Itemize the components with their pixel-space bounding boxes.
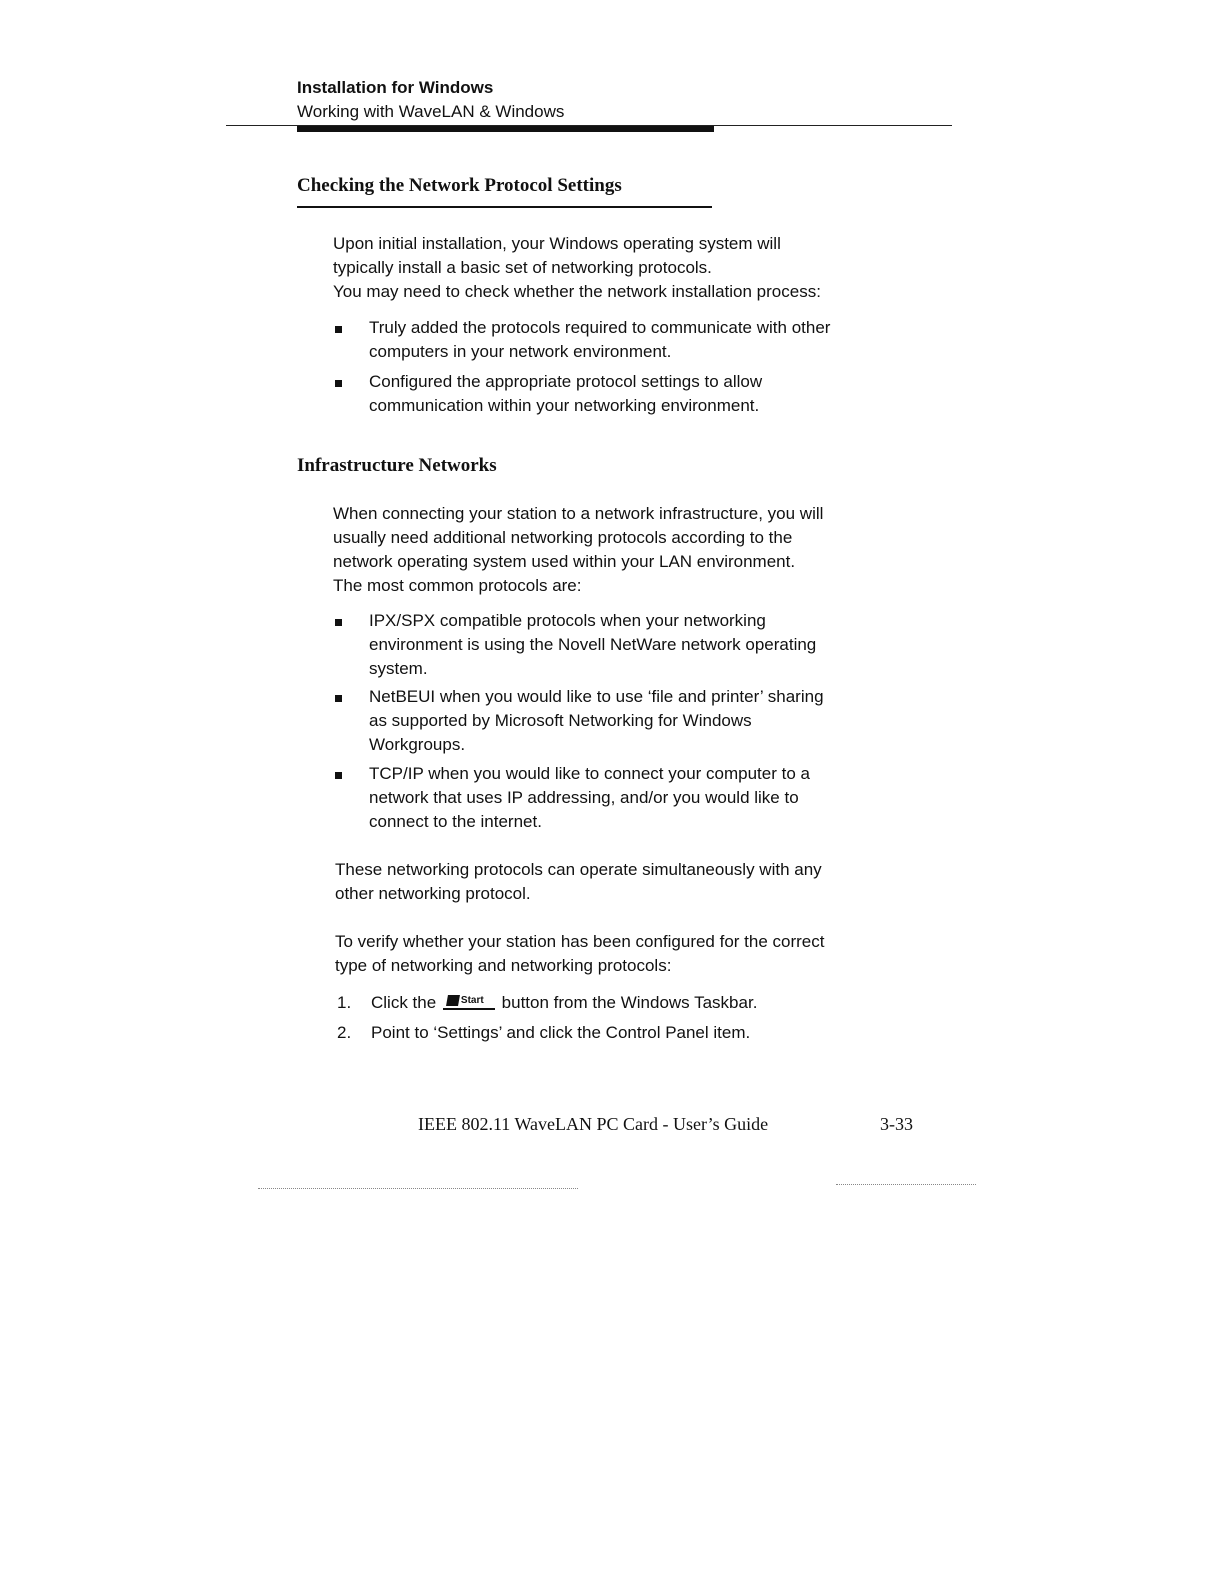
list-item-text [369,609,914,681]
text-line: Truly added the protocols required to communicate with other [369,318,831,337]
running-header-subtitle: Working with WaveLAN & Windows [297,102,565,121]
text-line: Configured the appropriate protocol settings to allow [369,372,763,391]
text-line: environment is using the Novell NetWare network operating [369,635,817,654]
text-line: To verify whether your station has been configured for the correct [335,932,825,951]
list-item [335,316,915,364]
list-item-text [369,685,914,757]
text-line: communication within your networking environment. [369,396,760,415]
step-number: 2. [337,1023,352,1042]
windows-logo-icon [446,995,460,1006]
bullet-icon [335,619,342,626]
text-line: TCP/IP when you would like to connect your computer to a [369,764,810,783]
start-button-image [443,993,495,1010]
text-line: as supported by Microsoft Networking for Windows [369,711,752,730]
text-line: connect to the internet. [369,812,542,831]
bullet-icon [335,695,342,702]
list-item [335,370,915,418]
header-rule-bar [297,126,714,132]
text-line: NetBEUI when you would like to use ‘file and printer’ sharing [369,687,824,706]
text-line: The most common protocols are: [333,576,582,595]
text-line: computers in your network environment. [369,342,672,361]
list-item-text [369,370,914,418]
infrastructure-paragraph [333,502,908,598]
text-line: type of networking and networking protocols: [335,956,672,975]
subsection-heading: Infrastructure Networks [297,455,497,476]
scan-artifact [836,1184,976,1186]
list-item-text [369,762,914,834]
section-heading-rule [297,206,712,208]
text-line: IPX/SPX compatible protocols when your networking [369,611,766,630]
verify-paragraph [335,930,910,978]
text-line: These networking protocols can operate simultaneously with any [335,860,822,879]
scan-artifact [258,1188,578,1190]
text-line: When connecting your station to a network infrastructure, you will [333,504,824,523]
step-text: Point to ‘Settings’ and click the Control Panel item. [371,1023,751,1042]
section-heading: Checking the Network Protocol Settings [297,175,622,196]
simultaneous-paragraph [335,858,910,906]
bullet-icon [335,326,342,333]
step-text-after: button from the Windows Taskbar. [501,993,758,1012]
text-line: typically install a basic set of networking protocols. [333,258,712,277]
text-line: network that uses IP addressing, and/or you would like to [369,788,799,807]
running-header-title: Installation for Windows [297,78,494,97]
text-line: network operating system used within your LAN environment. [333,552,796,571]
list-item [335,762,915,834]
text-line: system. [369,659,428,678]
text-line: usually need additional networking protocols according to the [333,528,793,547]
bullet-icon [335,772,342,779]
list-item [335,685,915,757]
page-number: 3-33 [880,1114,913,1134]
list-item-text [369,316,914,364]
step-number: 1. [337,993,352,1012]
step-item [337,991,917,1017]
intro-paragraph [333,232,908,304]
list-item [335,609,915,681]
step-text [371,991,916,1015]
footer-title: IEEE 802.11 WaveLAN PC Card - User’s Guide [418,1114,769,1134]
start-button-label: Start [460,995,484,1006]
bullet-icon [335,380,342,387]
step-item [337,1021,917,1047]
step-text-before: Click the [371,993,437,1012]
text-line: You may need to check whether the network installation process: [333,282,821,301]
text-line: Workgroups. [369,735,466,754]
text-line: Upon initial installation, your Windows operating system will [333,234,781,253]
text-line: other networking protocol. [335,884,531,903]
